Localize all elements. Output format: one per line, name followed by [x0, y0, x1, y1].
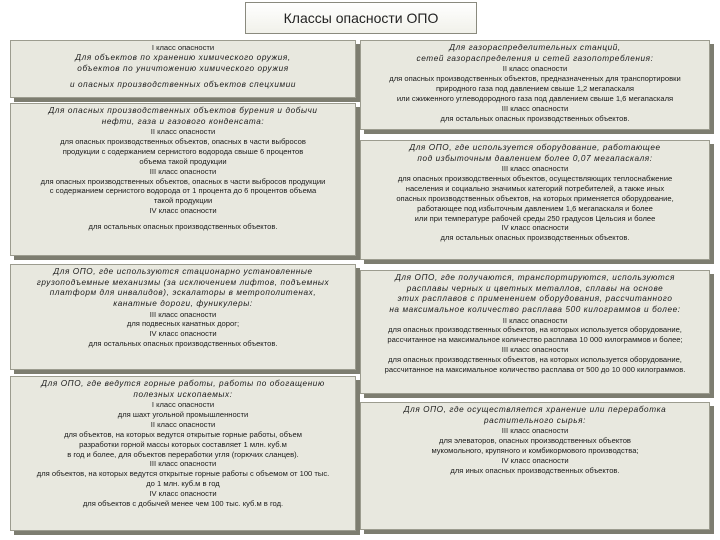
- panel-text-line: для элеваторов, опасных производственных объектов: [439, 436, 631, 446]
- panel-text-line: II класс опасности: [150, 127, 216, 137]
- panel-plant-raw-materials: [360, 402, 710, 530]
- panel-text-line: для опасных производственных объектов, на которых используется оборудование,: [388, 325, 682, 335]
- panel-text-line: с содержанием сернистого водорода от 1 процента до 6 процентов объема: [49, 186, 317, 196]
- panel-text-line: III класс опасности: [149, 166, 217, 176]
- panel-heading-line: расплавы черных и цветных металлов, сплавы на основе: [406, 283, 664, 293]
- panel-text-line: III класс опасности: [501, 164, 569, 174]
- panel-text-line: в год и более, для объектов переработки угля (горючих сланцев).: [67, 449, 299, 459]
- panel-text-line: для остальных опасных производственных объектов.: [88, 339, 278, 349]
- panel-text-line: для опасных производственных объектов, опасных в части выбросов: [60, 137, 306, 147]
- panel-text-line: до 1 млн. куб.м в год: [146, 479, 220, 489]
- panel-text-line: для объектов, на которых ведутся открытые горные работы с объемом от 100 тыс.: [36, 469, 330, 479]
- panel-heading-line: нефти, газа и газового конденсата:: [101, 116, 265, 126]
- panel-text-line: III класс опасности: [149, 459, 217, 469]
- panel-heading-line: Для ОПО, где ведутся горные работы, работы по обогащению: [41, 379, 325, 388]
- panel-text-line: I класс опасности: [151, 43, 215, 52]
- panel-text-line: I класс опасности: [151, 400, 215, 410]
- panel-text-line: для опасных производственных объектов, предназначенных для транспортировки: [389, 74, 681, 84]
- panel-text-line: для шахт угольной промышленности: [117, 410, 249, 420]
- panel-text-line: для остальных опасных производственных объектов.: [88, 222, 278, 232]
- panel-heading-line: платформ для инвалидов), эскалаторы в метрополитенах,: [49, 288, 317, 298]
- panel-heading-line: сетей газораспределения и сетей газопотребления:: [416, 53, 654, 63]
- panel-text-line: III класс опасности: [501, 345, 569, 355]
- panel-oil-gas-drilling: [10, 103, 356, 256]
- panel-text-line: IV класс опасности: [149, 489, 217, 499]
- panel-text-line: для объектов, на которых ведутся открытые горные работы, объем: [64, 429, 302, 439]
- panel-text-line: работающее под избыточным давлением 1,6 мегапаскаля и более: [417, 203, 653, 213]
- panel-heading-line: грузоподъемные механизмы (за исключением лифтов, подъемных: [36, 277, 330, 287]
- page-title: Классы опасности ОПО: [245, 2, 477, 34]
- panel-gas-distribution: [360, 40, 710, 130]
- panel-text-line: для иных опасных производственных объектов.: [450, 465, 620, 475]
- panel-heading-line: на максимальное количество расплава 500 килограммов и более:: [389, 304, 681, 314]
- panel-text-line: IV класс опасности: [149, 329, 217, 339]
- panel-text-line: II класс опасности: [150, 420, 216, 430]
- panel-text-line: для объектов с добычей менее чем 100 тыс. куб.м в год.: [82, 498, 284, 508]
- panel-text-line: для опасных производственных объектов, опасных в части выбросов продукции: [40, 176, 326, 186]
- panel-chemical-weapons: [10, 40, 356, 98]
- panel-heading-line: канатные дороги, фуникулеры:: [113, 298, 253, 308]
- panel-text-line: для остальных опасных производственных объектов.: [440, 233, 630, 243]
- panel-text-line: IV класс опасности: [149, 206, 217, 216]
- panel-heading-line: Для ОПО, где получаются, транспортируются, используются: [395, 273, 675, 282]
- panel-text-line: для остальных опасных производственных объектов.: [440, 113, 630, 123]
- panel-text-line: IV класс опасности: [501, 223, 569, 233]
- panel-text-line: III класс опасности: [501, 426, 569, 436]
- panel-heading-line: этих расплавов с применением оборудования, рассчитанного: [397, 294, 673, 304]
- panel-heading-line: Для объектов по хранению химического оружия,: [75, 52, 291, 62]
- panel-text-line: объема такой продукции: [139, 156, 227, 166]
- panel-heading-line: Для ОПО, где осуществляется хранение или переработка: [403, 405, 667, 414]
- panel-pressure-equipment: [360, 140, 710, 260]
- panel-heading-line: под избыточным давлением более 0,07 мегапаскаля:: [417, 153, 653, 163]
- panel-text-line: природного газа под давлением свыше 1,2 мегапаскаля: [435, 84, 635, 94]
- panel-text-line: для опасных производственных объектов, на которых используется оборудование,: [388, 355, 682, 365]
- panel-heading-line: и опасных производственных объектов спецхимии: [69, 80, 297, 90]
- panel-text-line: или при температуре рабочей среды 250 градусов Цельсия и более: [414, 213, 656, 223]
- panel-text-line: или сжиженного углеводородного газа под давлением свыше 1,6 мегапаскаля: [396, 93, 674, 103]
- panel-metal-melts: [360, 270, 710, 394]
- panel-heading-line: Для газораспределительных станций,: [449, 43, 621, 52]
- panel-text-line: III класс опасности: [149, 309, 217, 319]
- panel-text-line: IV класс опасности: [501, 455, 569, 465]
- panel-lifting-mechanisms: [10, 264, 356, 370]
- panel-text-line: продукции с содержанием сернистого водорода свыше 6 процентов: [62, 147, 304, 157]
- panel-text-line: мукомольного, крупяного и комбикормового производства;: [431, 446, 639, 456]
- panel-heading-line: Для ОПО, где используется оборудование, работающее: [409, 143, 661, 152]
- panel-text-line: для опасных производственных объектов, осуществляющих теплоснабжение: [397, 174, 673, 184]
- panel-heading-line: полезных ископаемых:: [133, 389, 233, 399]
- panel-text-line: рассчитанное на максимальное количество расплава от 500 до 10 000 килограммов.: [384, 364, 686, 374]
- panel-heading-line: Для ОПО, где используются стационарно установленные: [53, 267, 313, 276]
- panel-text-line: II класс опасности: [502, 315, 568, 325]
- panel-text-line: рассчитанное на максимальное количество расплава 10 000 килограммов и более;: [387, 335, 683, 345]
- panel-text-line: разработки горной массы которых составляет 1 млн. куб.м: [79, 439, 287, 449]
- panel-heading-line: объектов по уничтожению химического оружия: [77, 63, 289, 73]
- panel-text-line: III класс опасности: [501, 103, 569, 113]
- panel-text-line: II класс опасности: [502, 64, 568, 74]
- panel-text-line: для подвесных канатных дорог;: [126, 319, 240, 329]
- panel-text-line: населения и социально значимых категорий потребителей, а также иных: [405, 184, 665, 194]
- panel-heading-line: растительного сырья:: [483, 415, 587, 425]
- panel-text-line: опасных производственных объектов, на которых применяется оборудование,: [396, 193, 674, 203]
- panel-mining-works: [10, 376, 356, 531]
- panel-heading-line: Для опасных производственных объектов бурения и добычи: [48, 106, 318, 115]
- panel-text-line: такой продукции: [153, 196, 213, 206]
